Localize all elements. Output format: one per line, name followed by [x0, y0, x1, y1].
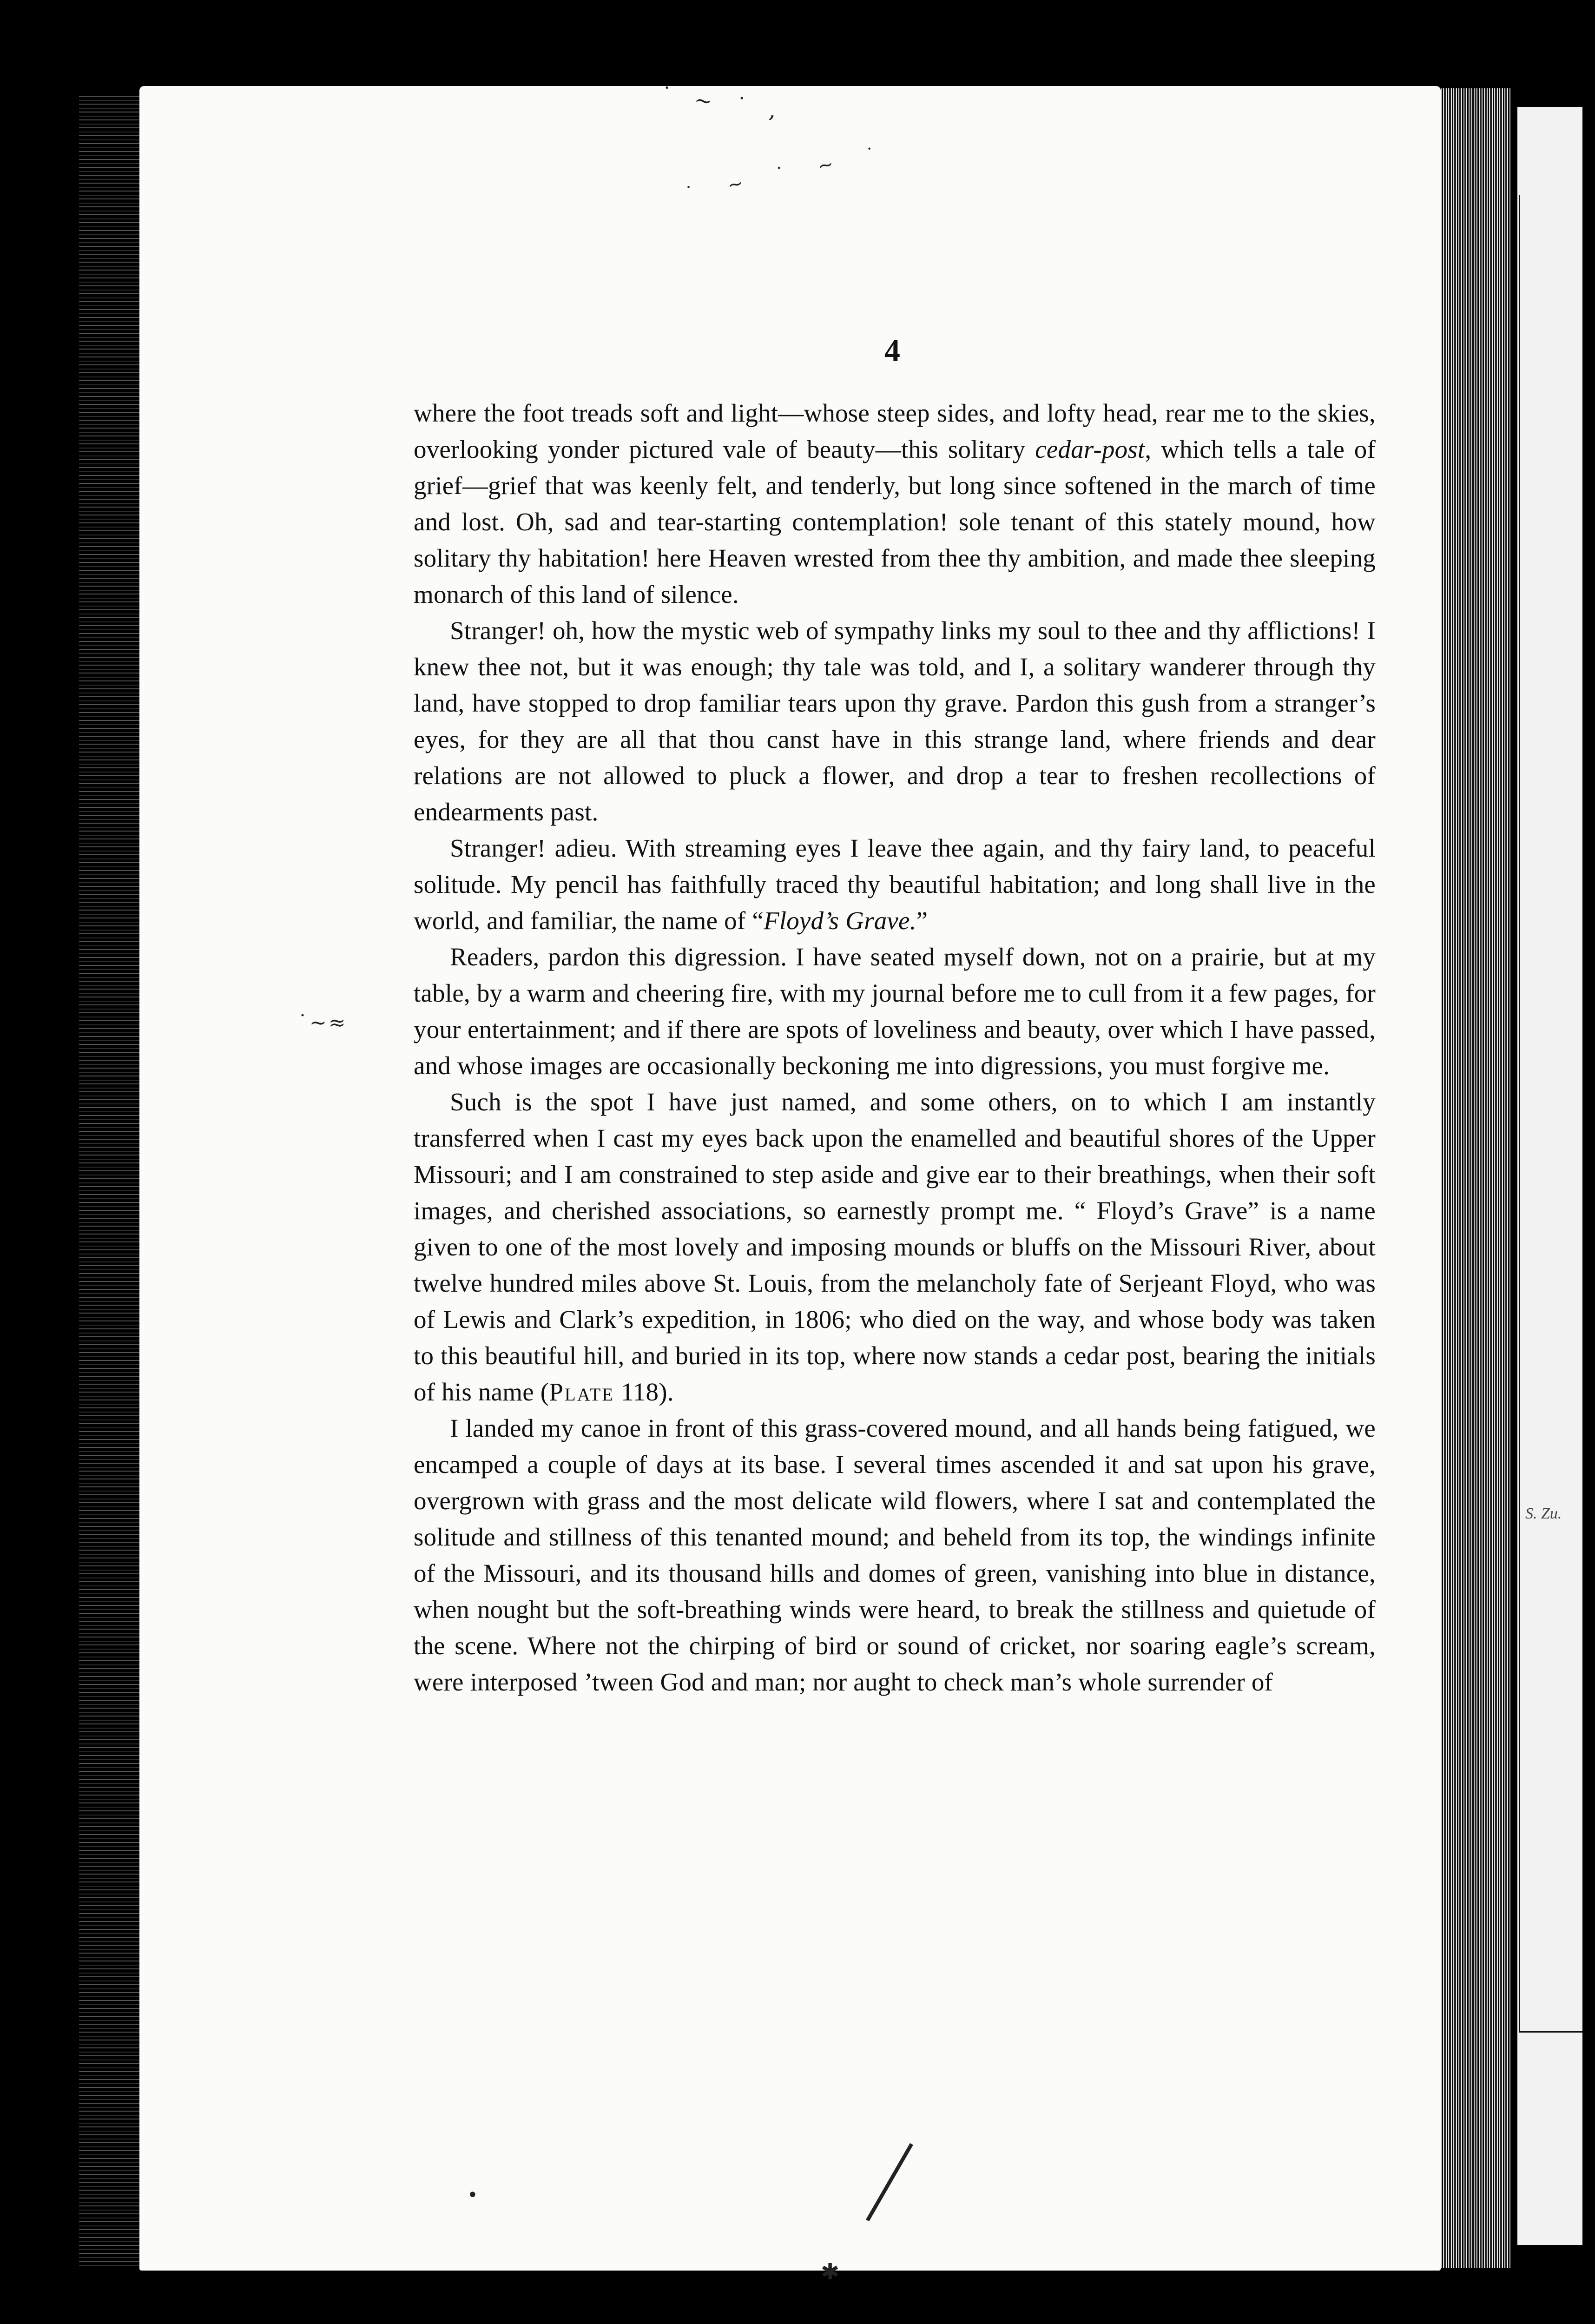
stray-ink-marks: ˙∼≈ [297, 1011, 348, 1035]
text-run: Stranger! adieu. With streaming eyes I leave thee again, and thy fairy land, to peaceful solitude. My pencil has faithfully traced thy beautiful habitation; and long shall live in the world, and familiar, the name of “ [414, 834, 1376, 935]
text-run: 118). [614, 1378, 674, 1406]
paragraph [414, 1084, 1376, 1410]
text-run: Stranger! oh, how the mystic web of sympathy links my soul to thee and thy afflictions! I knew thee not, but it was enough; thy tale was told, and I, a solitary wanderer through thy land, have stopped to drop familiar tears upon thy grave. Pardon this gush from a stranger’s eyes, for they are all that thou canst have in this strange land, where friends and dear relations are not allowed to pluck a flower, and drop a tear to freshen recollections of endearments past. [414, 616, 1376, 826]
stray-ink-marks: ˙ ~ ˙ ‚ [659, 82, 786, 125]
opposite-page-fragment: S. Zu. [1525, 1505, 1562, 1522]
paragraph [414, 1410, 1376, 1700]
paragraph [414, 613, 1376, 830]
text-run: , which tells a tale of grief—grief that was keenly felt, and tenderly, but long since softened in the march of time and lost. Oh, sad and tear-starting contemplation! sole tenant of this stately mound, how solitary thy habitation! here Heaven wrested from thee thy ambition, and made thee sleeping monarch of this land of silence. [414, 435, 1376, 608]
opposite-page-border-bottom [1519, 2031, 1582, 2033]
body-text [414, 395, 1376, 1700]
text-run: I landed my canoe in front of this grass-covered mound, and all hands being fatigued, we encamped a couple of days at its base. I several times ascended it and sat upon his grave, overgrown with grass and the most delicate wild flowers, where I sat and contemplated the solitude and stillness of this tenanted mound; and beheld from its top, the windings infinite of the Missouri, and its thousand hills and domes of green, vanishing into blue in distance, when nought but the soft-breathing winds were heard, to break the stillness and quietude of the scene. Where not the chirping of bird or sound of cricket, nor soaring eagle’s scream, were interposed ’tween God and man; nor aught to check man’s whole surrender of [414, 1414, 1376, 1696]
italic-text: cedar-post [1035, 435, 1145, 463]
paragraph [414, 830, 1376, 939]
opposite-page-sliver [1517, 107, 1582, 2245]
paragraph [414, 939, 1376, 1084]
text-run: where the foot treads soft and light—whose steep sides, and lofty head, rear me to the skies, overlooking yonder pictured vale of beauty—this solitary [414, 399, 1376, 463]
paragraph [414, 395, 1376, 613]
text-run: Readers, pardon this digression. I have seated myself down, not on a prairie, but at my table, by a warm and cheering fire, with my journal before me to cull from it a few pages, for your entertainment; and if there are spots of loveliness and beauty, over which I have passed, and whose images are occasionally beckoning me into digressions, you must forgive me. [414, 943, 1376, 1080]
stray-ink-marks: ˙ ~ ˙ ~ ˙ [683, 141, 891, 206]
page-number: 4 [884, 333, 900, 368]
ink-dot: • [467, 2185, 478, 2206]
opposite-page-border [1519, 195, 1520, 2031]
page-stack-edge [1431, 88, 1510, 2268]
ink-blot: ✱ [821, 2259, 840, 2285]
small-caps-text: Plate [549, 1378, 615, 1406]
text-run: ” [916, 906, 928, 935]
text-run: Such is the spot I have just named, and some others, on to which I am instantly transferred when I cast my eyes back upon the enamelled and beautiful shores of the Upper Missouri; and I am constrained to step aside and give ear to their breathings, when their soft images, and cherished associations, so earnestly prompt me. “ Floyd’s Grave” is a name given to one of the most lovely and imposing mounds or bluffs on the Missouri River, about twelve hundred miles above St. Louis, from the melancholy fate of Serjeant Floyd, who was of Lewis and Clark’s expedition, in 1806; who died on the way, and whose body was taken to this beautiful hill, and buried in its top, where now stands a cedar post, bearing the initials of his name ( [414, 1088, 1376, 1406]
italic-text: Floyd’s Grave. [763, 906, 916, 935]
